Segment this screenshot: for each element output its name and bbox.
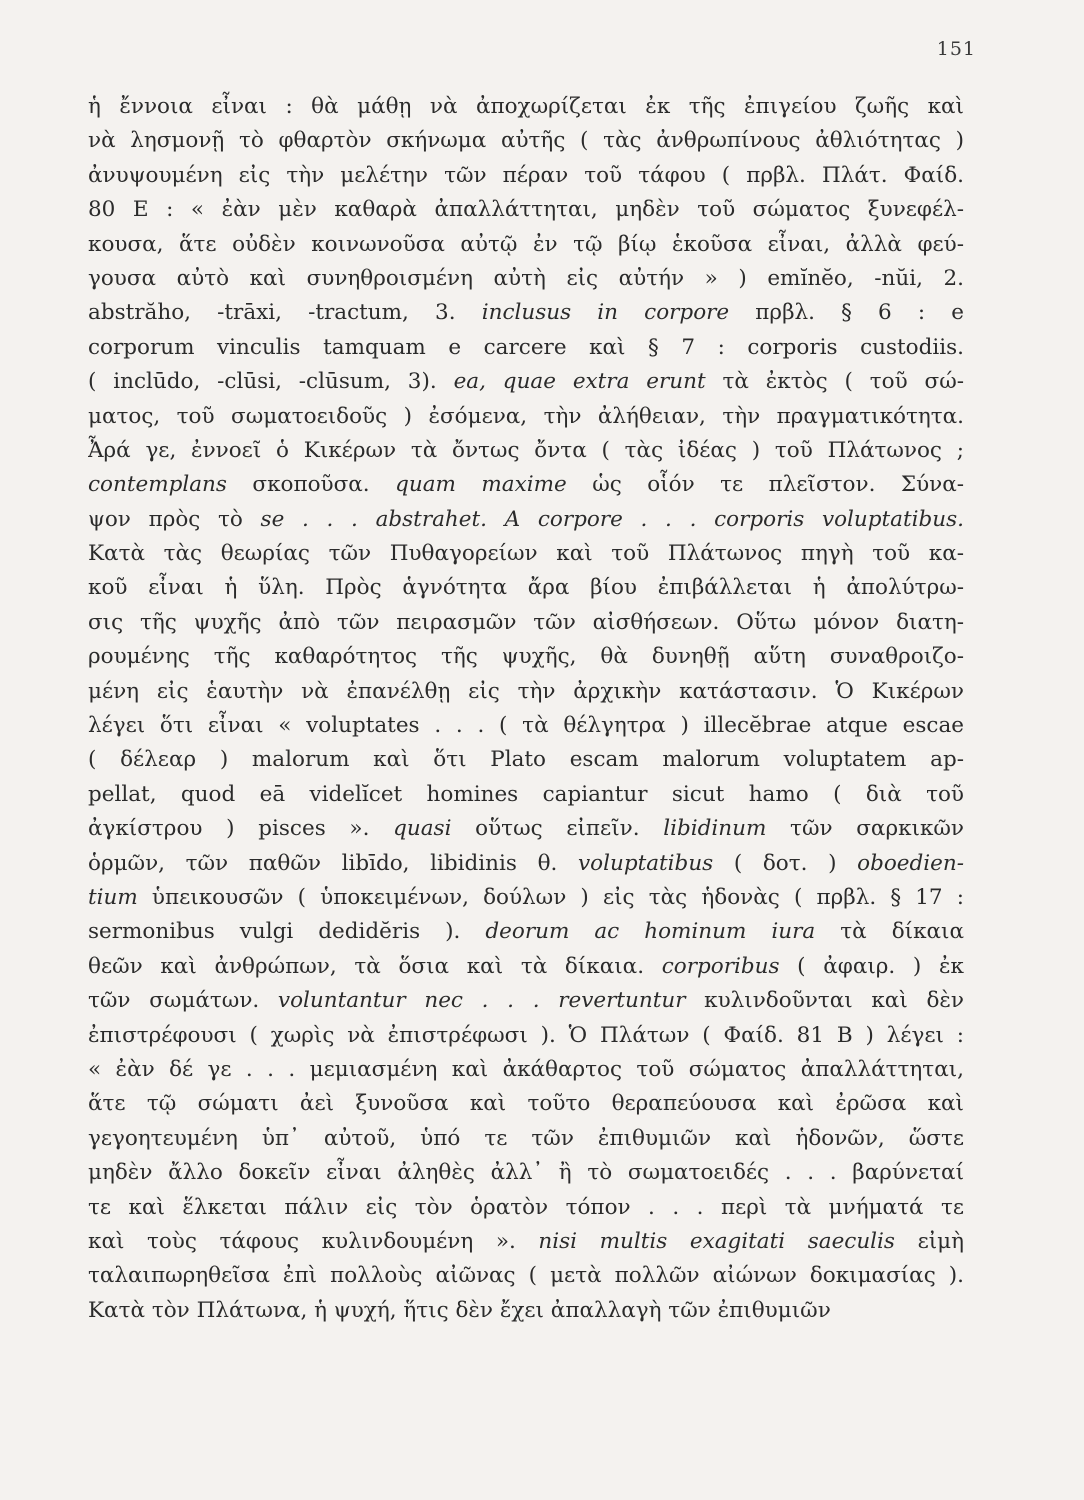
text-line (88, 675, 964, 709)
text-line (88, 1294, 964, 1328)
text-line (88, 503, 964, 537)
text-segment: τὰ ἐκτὸς ( τοῦ σώ- (705, 369, 964, 395)
text-segment: γουσα αὐτὸ καὶ συνηθροισμένη αὐτὴ εἰς αὐτήν » ) emĭnĕo, -nŭi, 2. (88, 265, 964, 291)
text-segment: ἀνυψουμένη εἰς τὴν μελέτην τῶν πέραν τοῦ τάφου ( πρβλ. Πλάτ. Φαίδ. (88, 162, 964, 188)
text-segment: ἐπιστρέφουσι ( χωρὶς νὰ ἐπιστρέφωσι ). Ὁ Πλάτων ( Φαίδ. 81 B ) λέγει : (88, 1022, 964, 1048)
text-segment: ρουμένης τῆς καθαρότητος τῆς ψυχῆς, θὰ δυνηθῇ αὕτη συναθροιζο- (88, 644, 964, 670)
text-line (88, 571, 964, 605)
text-line (88, 124, 964, 158)
text-segment: ματος, τοῦ σωματοειδοῦς ) ἐσόμενα, τὴν ἀλήθειαν, τὴν πραγματικότητα. (88, 403, 964, 429)
text-segment: 80 E : « ἐὰν μὲν καθαρὰ ἀπαλλάττηται, μηδὲν τοῦ σώματος ξυνεφέλ- (88, 197, 964, 223)
text-line (88, 262, 964, 296)
text-line (88, 159, 964, 193)
text-line (88, 90, 964, 124)
italic-segment: quasi (393, 816, 452, 842)
italic-segment: contemplans (88, 472, 227, 498)
text-segment: ἡ ἔννοια εἶναι : θὰ μάθῃ νὰ ἀποχωρίζεται ἐκ τῆς ἐπιγείου ζωῆς καὶ (88, 94, 964, 119)
text-segment: ἀγκίστρου ) pisces ». (88, 816, 394, 842)
text-line (88, 709, 964, 743)
text-segment: ψον πρὸς τὸ (88, 506, 261, 532)
text-segment: ὑπεικουσῶν ( ὑποκειμένων, δούλων ) εἰς τὰς ἡδονὰς ( πρβλ. § 17 : (137, 884, 964, 910)
text-segment: κοῦ εἶναι ἡ ὕλη. Πρὸς ἁγνότητα ἄρα βίου ἐπιβάλλεται ἡ ἀπολύτρω- (88, 575, 964, 601)
text-line (88, 640, 964, 674)
italic-segment: voluntantur nec . . . revertuntur (277, 988, 686, 1014)
text-segment: μηδὲν ἄλλο δοκεῖν εἶναι ἀληθὲς ἀλλ᾽ ἢ τὸ σωματοειδές . . . βαρύνεταί (88, 1160, 964, 1186)
text-line (88, 1122, 964, 1156)
text-line (88, 331, 964, 365)
text-line (88, 1087, 964, 1121)
text-segment: νὰ λησμονῇ τὸ φθαρτὸν σκήνωμα αὐτῆς ( τὰς ἀνθρωπίνους ἀθλιότητας ) (88, 128, 964, 154)
italic-segment: nisi multis exagitati saeculis (538, 1228, 895, 1254)
text-segment: ( ἀφαιρ. ) ἐκ (779, 953, 964, 979)
text-segment: ( δοτ. ) (713, 850, 858, 876)
text-segment: εἰμὴ (894, 1228, 964, 1254)
text-segment: ὡς οἷόν τε πλεῖστον. Σύνα- (566, 472, 964, 498)
text-segment: corporum vinculis tamquam e carcere καὶ § 7 : corporis custodiis. (88, 334, 964, 360)
text-segment: sermonibus vulgi dedidĕris ). (88, 919, 486, 945)
text-segment: Ἆρά γε, ἐννοεῖ ὁ Κικέρων τὰ ὄντως ὄντα ( τὰς ἰδέας ) τοῦ Πλάτωνος ; (88, 437, 964, 463)
text-line (88, 1156, 964, 1190)
text-segment: θεῶν καὶ ἀνθρώπων, τὰ ὅσια καὶ τὰ δίκαια. (88, 953, 662, 979)
text-line (88, 365, 964, 399)
text-segment: τῶν σαρκικῶν (766, 816, 964, 842)
text-line (88, 812, 964, 846)
text-segment: Κατὰ τὸν Πλάτωνα, ἡ ψυχή, ἥτις δὲν ἔχει ἀπαλλαγὴ τῶν ἐπιθυμιῶν (88, 1297, 831, 1323)
text-segment: γεγοητευμένη ὑπ᾽ αὐτοῦ, ὑπό τε τῶν ἐπιθυμιῶν καὶ ἡδονῶν, ὥστε (88, 1125, 964, 1151)
text-segment: « ἐὰν δέ γε . . . μεμιασμένη καὶ ἀκάθαρτος τοῦ σώματος ἀπαλλάττηται, (88, 1056, 964, 1082)
text-segment: ( inclūdo, -clūsi, -clūsum, 3). (88, 369, 454, 395)
text-line (88, 915, 964, 949)
commentary-text (88, 90, 964, 1328)
text-segment: pellat, quod eā videlĭcet homines capiantur sicut hamo ( διὰ τοῦ (88, 781, 964, 807)
text-segment: ( δέλεαρ ) malorum καὶ ὅτι Plato escam malorum voluptatem ap- (88, 747, 964, 773)
text-segment: σκοποῦσα. (226, 472, 396, 498)
text-line (88, 606, 964, 640)
text-line (88, 228, 964, 262)
text-line (88, 434, 964, 468)
text-line (88, 537, 964, 571)
text-line (88, 193, 964, 227)
text-segment: λέγει ὅτι εἶναι « voluptates . . . ( τὰ θέλγητρα ) illecĕbrae atque escae (88, 713, 964, 739)
text-segment: τῶν σωμάτων. (88, 988, 278, 1014)
text-line (88, 1191, 964, 1225)
text-line (88, 1225, 964, 1259)
text-segment: μένη εἰς ἑαυτὴν νὰ ἐπανέλθῃ εἰς τὴν ἀρχικὴν κατάστασιν. Ὁ Κικέρων (88, 678, 964, 704)
text-segment: τε καὶ ἕλκεται πάλιν εἰς τὸν ὁρατὸν τόπον . . . περὶ τὰ μνήματά τε (88, 1194, 964, 1220)
text-line (88, 984, 964, 1018)
text-segment: ἅτε τῷ σώματι ἀεὶ ξυνοῦσα καὶ τοῦτο θεραπεύουσα καὶ ἐρῶσα καὶ (88, 1091, 964, 1117)
text-line (88, 881, 964, 915)
text-segment: Κατὰ τὰς θεωρίας τῶν Πυθαγορείων καὶ τοῦ Πλάτωνος πηγὴ τοῦ κα- (88, 541, 964, 567)
text-segment: πρβλ. § 6 : e (729, 300, 964, 326)
italic-segment: libidinum (663, 816, 767, 842)
italic-segment: quam maxime (395, 472, 567, 498)
text-segment: ταλαιπωρηθεῖσα ἐπὶ πολλοὺς αἰῶνας ( μετὰ πολλῶν αἰώνων δοκιμασίας ). (88, 1263, 964, 1289)
text-segment: τὰ δίκαια (815, 919, 964, 945)
text-line (88, 847, 964, 881)
text-line (88, 950, 964, 984)
italic-segment: corporibus (661, 953, 780, 979)
text-line (88, 1053, 964, 1087)
text-segment: κουσα, ἅτε οὐδὲν κοινωνοῦσα αὐτῷ ἐν τῷ βίῳ ἑκοῦσα εἶναι, ἀλλὰ φεύ- (88, 231, 964, 257)
text-line (88, 296, 964, 330)
page-number: 151 (936, 38, 976, 60)
text-line (88, 1259, 964, 1293)
italic-segment: oboedien- (857, 850, 964, 876)
text-line (88, 400, 964, 434)
italic-segment: voluptatibus (578, 850, 714, 876)
text-segment: abstrăho, -trāxi, -tractum, 3. (88, 300, 482, 326)
text-segment: κυλινδοῦνται καὶ δὲν (685, 988, 964, 1014)
text-segment: καὶ τοὺς τάφους κυλινδουμένη ». (88, 1228, 539, 1254)
text-line (88, 778, 964, 812)
italic-segment: se . . . abstrahet. A corpore . . . corporis voluptatibus. (260, 506, 964, 532)
text-line (88, 468, 964, 502)
text-segment: σις τῆς ψυχῆς ἀπὸ τῶν πειρασμῶν τῶν αἰσθήσεων. Οὕτω μόνον διατη- (88, 609, 964, 635)
text-segment: οὕτως εἰπεῖν. (451, 816, 664, 842)
text-line (88, 743, 964, 777)
italic-segment: inclusus in corpore (481, 300, 730, 326)
italic-segment: ea, quae extra erunt (453, 369, 706, 395)
italic-segment: deorum ac hominum iura (485, 919, 816, 945)
italic-segment: tium (88, 884, 138, 910)
text-segment: ὁρμῶν, τῶν παθῶν libīdo, libidinis θ. (88, 850, 578, 876)
text-line (88, 1019, 964, 1053)
